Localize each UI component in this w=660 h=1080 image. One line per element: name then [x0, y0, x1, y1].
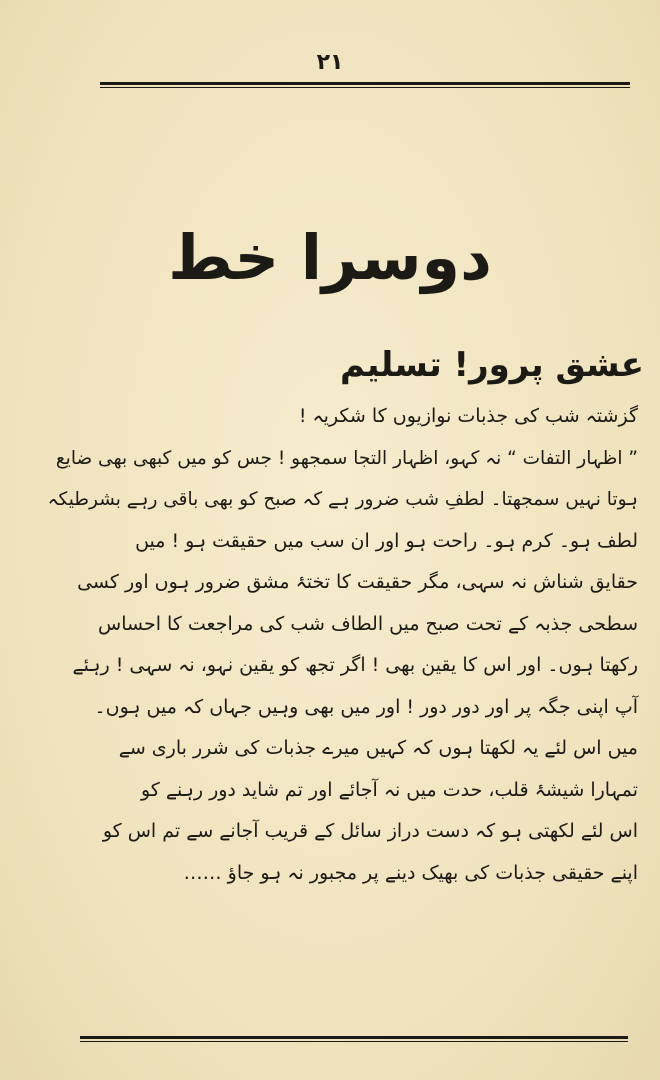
body-line: میں اس لئے یہ لکھتا ہوں کہ کہیں میرے جذبات کی شرر باری سے [118, 737, 638, 759]
header-rule [100, 82, 630, 88]
footer-rule [80, 1036, 628, 1042]
body-line: آپ اپنی جگہ پر اور دور دور ! اور میں بھی وہیں جہاں کہ میں ہوں۔ [94, 695, 638, 718]
letter-body [48, 396, 638, 894]
page-number: ۲۱ [316, 50, 344, 75]
body-line: حقایق شناش نہ سہی، مگر حقیقت کا تختۂ مشق ضرور ہوں اور کسی [77, 571, 638, 593]
chapter-title: دوسرا خط [168, 221, 492, 294]
body-line: تمہارا شیشۂ قلب، حدت میں نہ آجائے اور تم شاید دور رہنے کو [140, 778, 638, 801]
body-line: لطف ہو۔ کرم ہو۔ راحت ہو اور ان سب میں حقیقت ہو ! میں [135, 529, 638, 552]
body-line: رکھتا ہوں۔ اور اس کا یقین بھی ! اگر تجھ کو یقین نہو، نہ سہی ! رہئے [72, 654, 638, 676]
body-line: ہوتا نہیں سمجھتا۔ لطفِ شب ضرور ہے کہ صبح کو بھی باقی رہے بشرطیکہ [47, 489, 638, 510]
salutation: عشق پرور! تسلیم [339, 345, 644, 385]
body-line: سطحی جذبہ کے تحت صبح میں الطاف شب کی مراجعت کا احساس [98, 612, 638, 635]
body-line: اپنے حقیقی جذبات کی بھیک دینے پر مجبور نہ ہو جاؤ …… [183, 861, 638, 884]
body-line: اس لئے لکھتی ہو کہ دست دراز سائل کے قریب آجانے سے تم اس کو [102, 820, 638, 842]
body-line: گزشتہ شب کی جذبات نوازیوں کا شکریہ ! [298, 405, 638, 427]
body-line: ” اظہار التفات “ نہ کہو، اظہار التجا سمجھو ! جس کو میں کبھی بھی ضایع [55, 447, 638, 469]
